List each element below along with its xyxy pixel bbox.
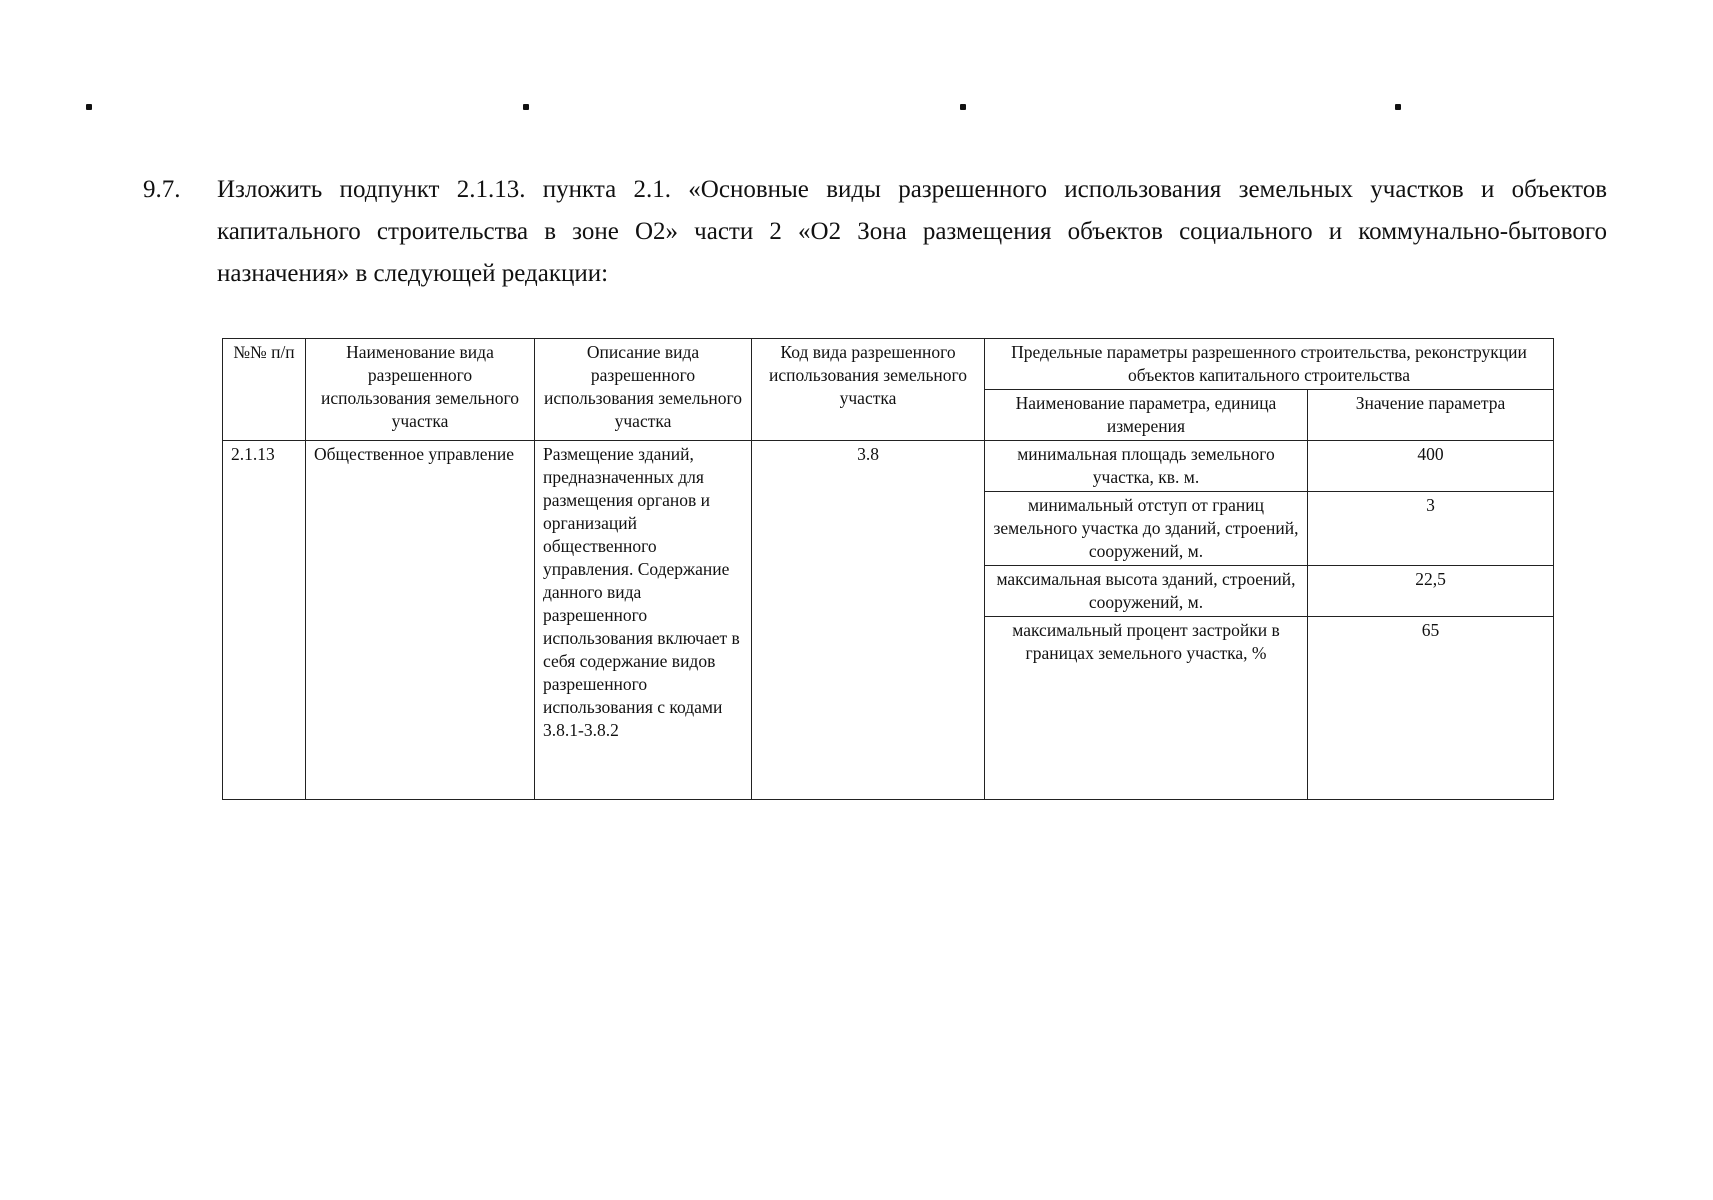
parameter-name: максимальная высота зданий, строений, сооружений, м. [985, 566, 1308, 617]
row-use-description: Размещение зданий, предназначенных для размещения органов и организаций общественного управления. Содержание данного вида разрешенного использования включает в себя содержание видов разрешенного использования с кодами 3.8.1-3.8.2 [535, 441, 752, 800]
row-use-code: 3.8 [752, 441, 985, 800]
row-number: 2.1.13 [223, 441, 306, 800]
table-row [223, 441, 1554, 492]
parameter-value: 400 [1308, 441, 1554, 492]
item-text: Изложить подпункт 2.1.13. пункта 2.1. «Основные виды разрешенного использования земельных участков и объектов капитального строительства в зоне О2» части 2 «О2 Зона размещения объектов социального и коммунально-бытового назначения» в следующей редакции: [217, 176, 1607, 287]
parameter-value: 3 [1308, 492, 1554, 566]
parameter-value: 65 [1308, 617, 1554, 800]
scan-mark [86, 104, 92, 110]
header-use-name: Наименование вида разрешенного использования земельного участка [306, 339, 535, 441]
parameter-value: 22,5 [1308, 566, 1554, 617]
header-parameter-name: Наименование параметра, единица измерения [985, 390, 1308, 441]
scan-mark [960, 104, 966, 110]
header-parameter-value: Значение параметра [1308, 390, 1554, 441]
header-use-description: Описание вида разрешенного использования земельного участка [535, 339, 752, 441]
parameter-name: минимальный отступ от границ земельного участка до зданий, строений, сооружений, м. [985, 492, 1308, 566]
row-use-name: Общественное управление [306, 441, 535, 800]
header-number: №№ п/п [223, 339, 306, 441]
header-limit-parameters: Предельные параметры разрешенного строительства, реконструкции объектов капитального строительства [985, 339, 1554, 390]
scan-mark [523, 104, 529, 110]
scan-mark [1395, 104, 1401, 110]
item-number: 9.7. [143, 176, 181, 203]
parameter-name: минимальная площадь земельного участка, кв. м. [985, 441, 1308, 492]
header-use-code: Код вида разрешенного использования земельного участка [752, 339, 985, 441]
parameter-name: максимальный процент застройки в границах земельного участка, % [985, 617, 1308, 800]
parameters-table [222, 338, 1554, 800]
